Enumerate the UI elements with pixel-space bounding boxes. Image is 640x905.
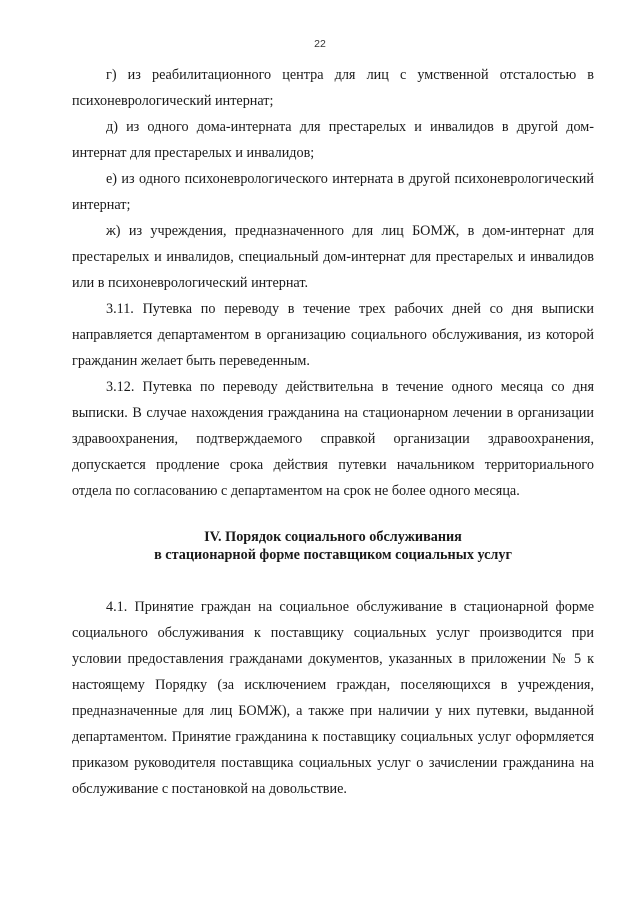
section-heading (72, 528, 594, 564)
paragraph-3-11: 3.11. Путевка по переводу в течение трех рабочих дней со дня выписки направляется департаментом в организацию социального обслуживания, из которой гражданин желает быть переведенным. (72, 301, 594, 369)
document-body (72, 62, 594, 802)
paragraph-item-e: е) из одного психоневрологического интерната в другой психоневрологический интернат; (72, 171, 594, 213)
section-heading-line-2: в стационарной форме поставщиком социальных услуг (154, 547, 512, 563)
paragraph-item-zh: ж) из учреждения, предназначенного для лиц БОМЖ, в дом-интернат для престарелых и инвалидов, специальный дом-интернат для престарелых и инвалидов или в психоневрологический интернат. (72, 223, 594, 291)
paragraph-item-d: д) из одного дома-интерната для престарелых и инвалидов в другой дом-интернат для престарелых и инвалидов; (72, 119, 594, 161)
paragraph-item-g: г) из реабилитационного центра для лиц с умственной отсталостью в психоневрологический интернат; (72, 67, 594, 109)
paragraph-4-1: 4.1. Принятие граждан на социальное обслуживание в стационарной форме социального обслуживания к поставщику социальных услуг производится при условии предоставления гражданами документов, указанных в приложении № 5 к настоящему Порядку (за исключением граждан, поселяющихся в учреждения, предназначенные для лиц БОМЖ), а также при наличии у них путевки, выданной департаментом. Принятие гражданина к поставщику социальных услуг оформляется приказом руководителя поставщика социальных услуг о зачислении гражданина на обслуживание с постановкой на довольствие. (72, 599, 594, 797)
section-heading-line-1: IV. Порядок социального обслуживания (204, 529, 462, 545)
page-number: 22 (314, 38, 326, 50)
paragraph-3-12: 3.12. Путевка по переводу действительна в течение одного месяца со дня выписки. В случае нахождения гражданина на стационарном лечении в организации здравоохранения, подтверждаемого справкой организации здравоохранения, допускается продление срока действия путевки начальником территориального отдела по согласованию с департаментом на срок не более одного месяца. (72, 379, 594, 499)
